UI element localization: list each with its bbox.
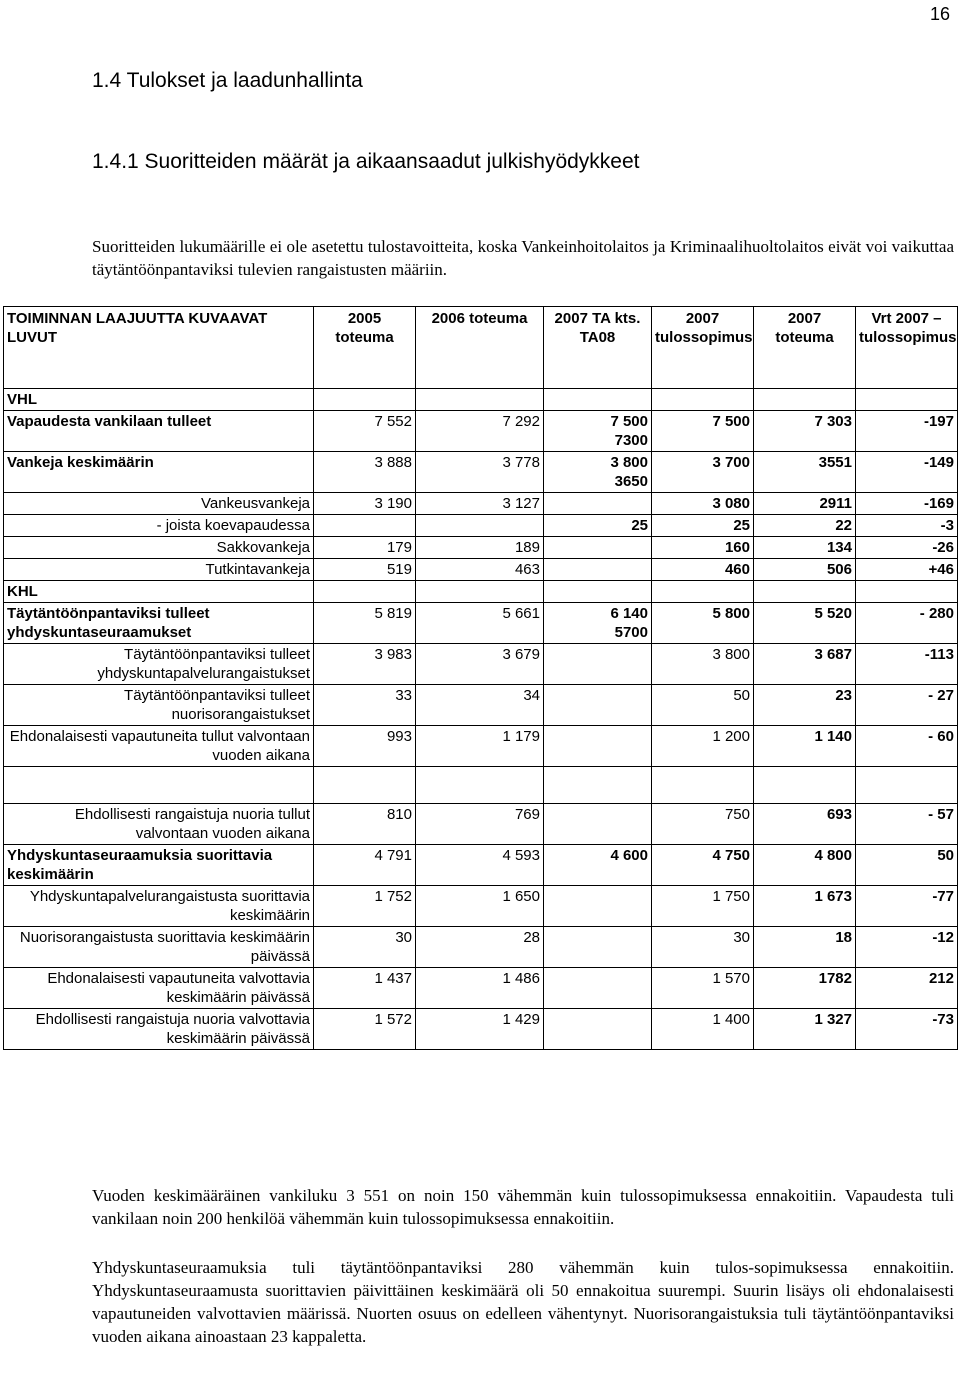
- cell-2006: 1 429: [416, 1009, 544, 1050]
- cell-2007-tulossopimus: 1 750: [652, 886, 754, 927]
- cell-2006: 5 661: [416, 603, 544, 644]
- header-2007-toteuma: 2007 toteuma: [754, 307, 856, 389]
- cell-2005: 7 552: [314, 411, 416, 452]
- cell-vrt: -12: [856, 927, 958, 968]
- cell-2007-toteuma: 3 687: [754, 644, 856, 685]
- cell-2006: 1 650: [416, 886, 544, 927]
- table-row: [4, 968, 958, 1009]
- cell-2005: [314, 515, 416, 537]
- cell-2005: 1 752: [314, 886, 416, 927]
- cell-2007-toteuma: 3551: [754, 452, 856, 493]
- cell-2007-tulossopimus: 7 500: [652, 411, 754, 452]
- table-row: [4, 804, 958, 845]
- table-header-row: [4, 307, 958, 389]
- page-number: 16: [929, 4, 950, 24]
- cell-2007-toteuma: 1 327: [754, 1009, 856, 1050]
- cell-vrt: -73: [856, 1009, 958, 1050]
- cell-2007-toteuma: 693: [754, 804, 856, 845]
- cell-2007-ta: 7 500 7300: [544, 411, 652, 452]
- row-label: Ehdollisesti rangaistuja nuoria tullut valvontaan vuoden aikana: [4, 804, 314, 845]
- cell-2007-toteuma: 2911: [754, 493, 856, 515]
- cell-2005: 33: [314, 685, 416, 726]
- cell-2007-tulossopimus: 30: [652, 927, 754, 968]
- row-label: Vankeusvankeja: [4, 493, 314, 515]
- cell-vrt: 50: [856, 845, 958, 886]
- cell-2005: 1 572: [314, 1009, 416, 1050]
- subsection-heading: 1.4.1 Suoritteiden määrät ja aikaansaadut julkishyödykkeet: [92, 150, 640, 173]
- cell-2007-ta: [544, 537, 652, 559]
- cell-2007-tulossopimus: 3 080: [652, 493, 754, 515]
- header-2005: 2005 toteuma: [314, 307, 416, 389]
- cell-vrt: 212: [856, 968, 958, 1009]
- cell-2007-toteuma: 5 520: [754, 603, 856, 644]
- cell-2007-tulossopimus: 3 800: [652, 644, 754, 685]
- row-label: Täytäntöönpantaviksi tulleet yhdyskuntaseuraamukset: [4, 603, 314, 644]
- table-row: [4, 927, 958, 968]
- table-row: [4, 537, 958, 559]
- cell-2007-tulossopimus: 50: [652, 685, 754, 726]
- cell-2007-toteuma: 22: [754, 515, 856, 537]
- cell-2006: 3 679: [416, 644, 544, 685]
- cell-2007-toteuma: 134: [754, 537, 856, 559]
- cell-vrt: -26: [856, 537, 958, 559]
- row-label: Sakkovankeja: [4, 537, 314, 559]
- table-row: [4, 845, 958, 886]
- cell-vrt: -169: [856, 493, 958, 515]
- row-label: Täytäntöönpantaviksi tulleet nuorisorangaistukset: [4, 685, 314, 726]
- table-row: [4, 515, 958, 537]
- cell-2005: 30: [314, 927, 416, 968]
- cell-2005: 993: [314, 726, 416, 767]
- section-heading: 1.4 Tulokset ja laadunhallinta: [92, 69, 363, 92]
- cell-vrt: -113: [856, 644, 958, 685]
- cell-2005: 810: [314, 804, 416, 845]
- cell-2006: 3 127: [416, 493, 544, 515]
- cell-2007-ta: [544, 886, 652, 927]
- cell-2007-ta: 6 140 5700: [544, 603, 652, 644]
- row-label: Tutkintavankeja: [4, 559, 314, 581]
- cell-2007-ta: [544, 726, 652, 767]
- summary-paragraph-2: Yhdyskuntaseuraamuksia tuli täytäntöönpantaviksi 280 vähemmän kuin tulos-sopimuksessa ennakoitiin. Yhdyskuntaseuraamusta suorittavien päivittäinen keskimäärä oli 50 ennakoitua suurempi. Suurin lisäys oli ehdonalaisesti vapautuneiden valvottavien määrissä. Nuorten osuus on edelleen vähentynyt. Nuorisorangaistuksia tuli täytäntöönpantaviksi vuoden aikana ainoastaan 23 kappaletta.: [92, 1258, 954, 1346]
- cell-2007-ta: [544, 493, 652, 515]
- row-label: Täytäntöönpantaviksi tulleet yhdyskuntapalvelurangaistukset: [4, 644, 314, 685]
- cell-2007-ta: [544, 1009, 652, 1050]
- cell-vrt: -149: [856, 452, 958, 493]
- section-label: VHL: [4, 389, 314, 411]
- cell-2005: 5 819: [314, 603, 416, 644]
- cell-vrt: -77: [856, 886, 958, 927]
- cell-2006: 28: [416, 927, 544, 968]
- cell-2005: 1 437: [314, 968, 416, 1009]
- header-label: TOIMINNAN LAAJUUTTA KUVAAVAT LUVUT: [4, 307, 314, 389]
- cell-2007-ta: 4 600: [544, 845, 652, 886]
- cell-2007-toteuma: 23: [754, 685, 856, 726]
- cell-2006: [416, 515, 544, 537]
- cell-2006: 189: [416, 537, 544, 559]
- cell-2007-tulossopimus: 3 700: [652, 452, 754, 493]
- statistics-table: [3, 306, 958, 1050]
- cell-2007-tulossopimus: 1 570: [652, 968, 754, 1009]
- row-label: Ehdonalaisesti vapautuneita tullut valvontaan vuoden aikana: [4, 726, 314, 767]
- table-row: [4, 452, 958, 493]
- header-vrt: Vrt 2007 – tulossopimus: [856, 307, 958, 389]
- cell-2005: 3 190: [314, 493, 416, 515]
- row-label: Vankeja keskimäärin: [4, 452, 314, 493]
- cell-2007-toteuma: 4 800: [754, 845, 856, 886]
- cell-vrt: +46: [856, 559, 958, 581]
- cell-2006: 463: [416, 559, 544, 581]
- section-row-vhl: [4, 389, 958, 411]
- table-row: [4, 726, 958, 767]
- table-row: [4, 411, 958, 452]
- table-row: [4, 644, 958, 685]
- cell-vrt: - 280: [856, 603, 958, 644]
- table-row: [4, 685, 958, 726]
- table-row: [4, 603, 958, 644]
- cell-vrt: -3: [856, 515, 958, 537]
- cell-2007-toteuma: 7 303: [754, 411, 856, 452]
- table-row: [4, 559, 958, 581]
- header-2006: 2006 toteuma: [416, 307, 544, 389]
- cell-vrt: - 27: [856, 685, 958, 726]
- cell-2007-tulossopimus: 460: [652, 559, 754, 581]
- cell-2006: 1 486: [416, 968, 544, 1009]
- cell-2006: 769: [416, 804, 544, 845]
- cell-2007-toteuma: 1 140: [754, 726, 856, 767]
- cell-2007-tulossopimus: 750: [652, 804, 754, 845]
- cell-2007-tulossopimus: 1 200: [652, 726, 754, 767]
- row-label: Nuorisorangaistusta suorittavia keskimäärin päivässä: [4, 927, 314, 968]
- cell-2007-ta: [544, 804, 652, 845]
- table-row: [4, 1009, 958, 1050]
- cell-2005: 3 888: [314, 452, 416, 493]
- cell-2007-tulossopimus: 25: [652, 515, 754, 537]
- cell-2006: 4 593: [416, 845, 544, 886]
- cell-2007-ta: 3 800 3650: [544, 452, 652, 493]
- cell-2007-ta: [544, 685, 652, 726]
- row-label: Yhdyskuntapalvelurangaistusta suorittavia keskimäärin: [4, 886, 314, 927]
- cell-vrt: -197: [856, 411, 958, 452]
- cell-2007-toteuma: 1782: [754, 968, 856, 1009]
- spacer-row: [4, 767, 958, 804]
- header-2007-ta: 2007 TA kts. TA08: [544, 307, 652, 389]
- cell-2007-toteuma: 506: [754, 559, 856, 581]
- cell-2005: 519: [314, 559, 416, 581]
- cell-2007-tulossopimus: 160: [652, 537, 754, 559]
- header-2007-tulossopimus: 2007 tulossopimus: [652, 307, 754, 389]
- cell-vrt: - 60: [856, 726, 958, 767]
- cell-2006: 1 179: [416, 726, 544, 767]
- row-label: Vapaudesta vankilaan tulleet: [4, 411, 314, 452]
- cell-2007-ta: 25: [544, 515, 652, 537]
- cell-2007-toteuma: 1 673: [754, 886, 856, 927]
- section-row-khl: [4, 581, 958, 603]
- cell-2007-toteuma: 18: [754, 927, 856, 968]
- cell-2005: 179: [314, 537, 416, 559]
- table-row: [4, 886, 958, 927]
- cell-2006: 3 778: [416, 452, 544, 493]
- section-label: KHL: [4, 581, 314, 603]
- cell-2007-tulossopimus: 1 400: [652, 1009, 754, 1050]
- row-label: Ehdollisesti rangaistuja nuoria valvottavia keskimäärin päivässä: [4, 1009, 314, 1050]
- row-label: Ehdonalaisesti vapautuneita valvottavia keskimäärin päivässä: [4, 968, 314, 1009]
- cell-2005: 3 983: [314, 644, 416, 685]
- intro-paragraph: Suoritteiden lukumäärille ei ole asetettu tulostavoitteita, koska Vankeinhoitolaitos ja Kriminaalihuoltolaitos eivät voi vaikuttaa täytäntöönpantaviksi tulevien rangaistusten määriin.: [92, 237, 954, 279]
- cell-2007-ta: [544, 927, 652, 968]
- row-label: Yhdyskuntaseuraamuksia suorittavia keskimäärin: [4, 845, 314, 886]
- cell-2007-ta: [544, 644, 652, 685]
- cell-2006: 34: [416, 685, 544, 726]
- cell-2007-tulossopimus: 5 800: [652, 603, 754, 644]
- cell-2007-ta: [544, 968, 652, 1009]
- cell-2006: 7 292: [416, 411, 544, 452]
- cell-2005: 4 791: [314, 845, 416, 886]
- cell-2007-tulossopimus: 4 750: [652, 845, 754, 886]
- table-row: [4, 493, 958, 515]
- cell-2007-ta: [544, 559, 652, 581]
- cell-vrt: - 57: [856, 804, 958, 845]
- summary-paragraph-1: Vuoden keskimääräinen vankiluku 3 551 on noin 150 vähemmän kuin tulossopimuksessa ennakoitiin. Vapaudesta tuli vankilaan noin 200 henkilöä vähemmän kuin tulossopimuksessa ennakoitiin.: [92, 1186, 954, 1228]
- row-label: - joista koevapaudessa: [4, 515, 314, 537]
